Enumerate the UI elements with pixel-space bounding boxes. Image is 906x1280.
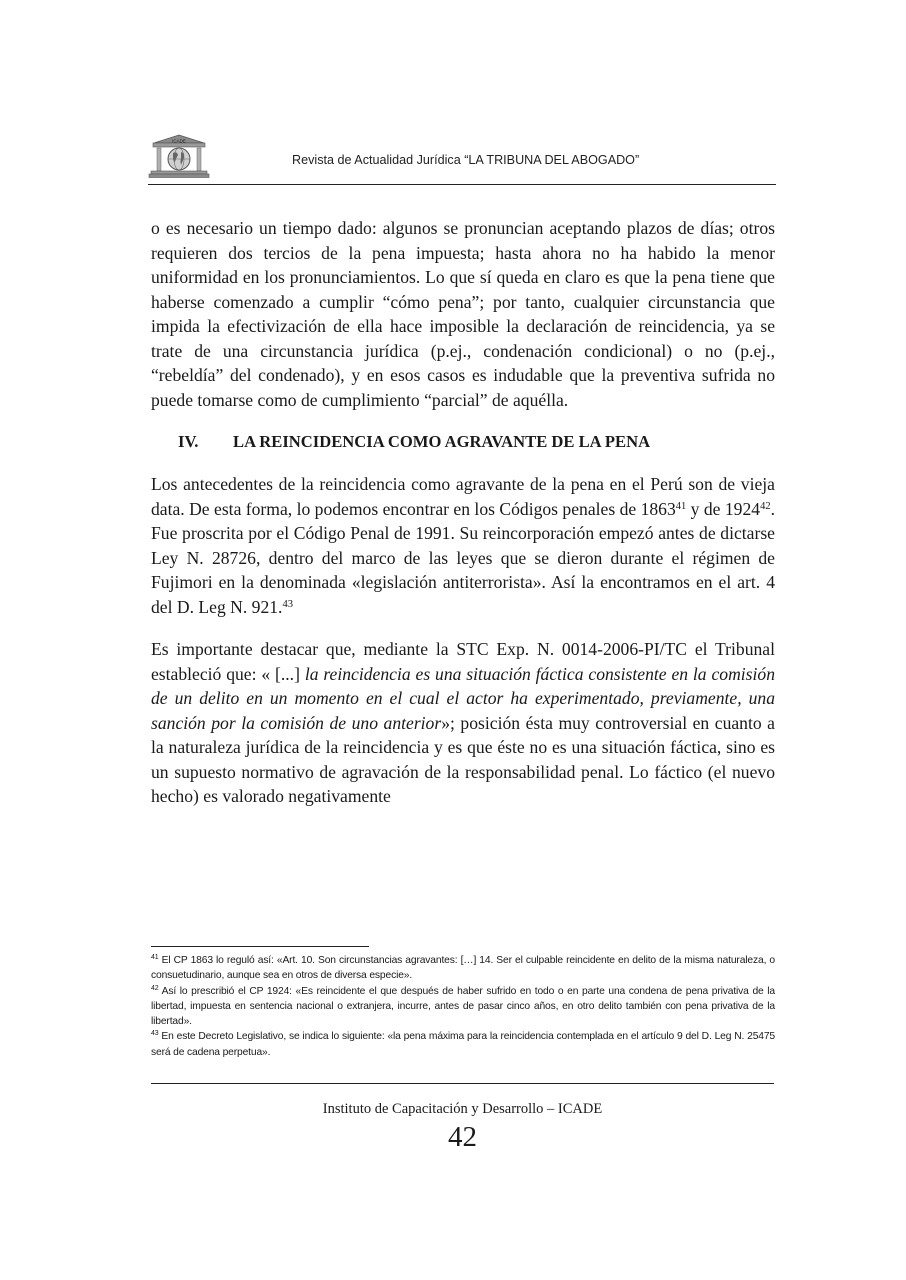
page-header [148,134,776,185]
paragraph-text: . Fue proscrita por el Código Penal de 1991. Su reincorporación empezó antes de dictarse Ley N. 28726, dentro del marco de las leyes que se dieron durante el régimen de Fujimori en la denominada «legislación antiterrorista». Así la encontramos en el art. 4 del D. Leg N. 921. [151,498,775,617]
paragraph: o es necesario un tiempo dado: algunos se pronuncian aceptando plazos de días; otros requieren dos tercios de la pena impuesta; hasta ahora no ha habido la menor uniformidad en los pronunciamientos. Lo que sí queda en claro es que la pena tiene que haberse comenzado a cumplir “cómo pena”; por tanto, cualquier circunstancia que impida la efectivización de ella hace imposible la declaración de reincidencia, ya se trate de una circunstancia jurídica (p.ej., condenación condicional) o no (p.ej., “rebeldía” del condenado), y en esos casos es indudable que la preventiva sufrida no puede tomarse como de cumplimiento “parcial” de aquélla. [151,218,775,410]
footnote-number: 43 [151,1030,159,1038]
section-title: LA REINCIDENCIA COMO AGRAVANTE DE LA PENA [233,432,651,451]
main-content [151,216,775,827]
footnote [151,1029,775,1060]
footnote [151,984,775,1030]
icade-logo [148,134,210,180]
paragraph-text: y de 1924 [686,498,761,519]
footer-separator [151,1083,774,1084]
section-number: IV. [178,432,199,451]
footnote-ref[interactable]: 41 [675,500,687,512]
quoted-text: la reincidencia es una situación fáctica consistente en la comisión de un delito en un momento en el cual el actor ha experimentado, previamente, una sanción por la comisión de uno anterior [151,663,775,733]
paragraph [151,637,775,809]
paragraph-text: Los antecedentes de la reincidencia como agravante de la pena en el Perú son de vieja data. De esta forma, lo podemos encontrar en los Códigos penales de 1863 [151,474,775,519]
footnote-ref[interactable]: 43 [282,598,293,610]
footnote-separator [151,946,369,947]
footnote-text: En este Decreto Legislativo, se indica lo siguiente: «la pena máxima para la reincidencia contemplada en el artículo 9 del D. Leg N. 25475 será de cadena perpetua». [151,1031,775,1058]
footnote-text: El CP 1863 lo reguló así: «Art. 10. Son circunstancias agravantes: […] 14. Ser el culpable reincidente en delito de la misma naturaleza, o consuetudinario, aunque sea en otros de diversa especie». [151,955,775,982]
page-number: 42 [448,1121,477,1153]
footnote-ref[interactable]: 42 [760,500,771,512]
paragraph-text: »; posición ésta muy controversial en cuanto a la naturaleza jurídica de la reincidencia y es que éste no es una situación fáctica, sino es un supuesto normativo de agravación de la responsabilidad penal. Lo fáctico (el nuevo hecho) es valorado negativamente [151,712,775,806]
footnote [151,953,775,984]
section-heading [151,430,775,454]
footnotes [151,953,775,1060]
logo-text: ICADE [172,138,186,144]
footer-institution: Instituto de Capacitación y Desarrollo – ICADE [322,1101,603,1117]
paragraph [151,472,775,619]
paragraph-text: Es importante destacar que, mediante la STC Exp. N. 0014-2006-PI/TC el Tribunal estableció que: « [...] [151,639,775,684]
footnote-number: 41 [151,954,159,961]
journal-title: Revista de Actualidad Jurídica “LA TRIBUNA DEL ABOGADO” [292,153,640,167]
footnote-number: 42 [151,984,159,992]
footnote-text: Así lo prescribió el CP 1924: «Es reincidente el que después de haber sufrido en todo o en parte una condena de pena privativa de la libertad, impuesta en sentencia nacional o extranjera, incurre, antes de pasar cinco años, en otro delito también con pena privativa de la libertad». [151,985,775,1028]
